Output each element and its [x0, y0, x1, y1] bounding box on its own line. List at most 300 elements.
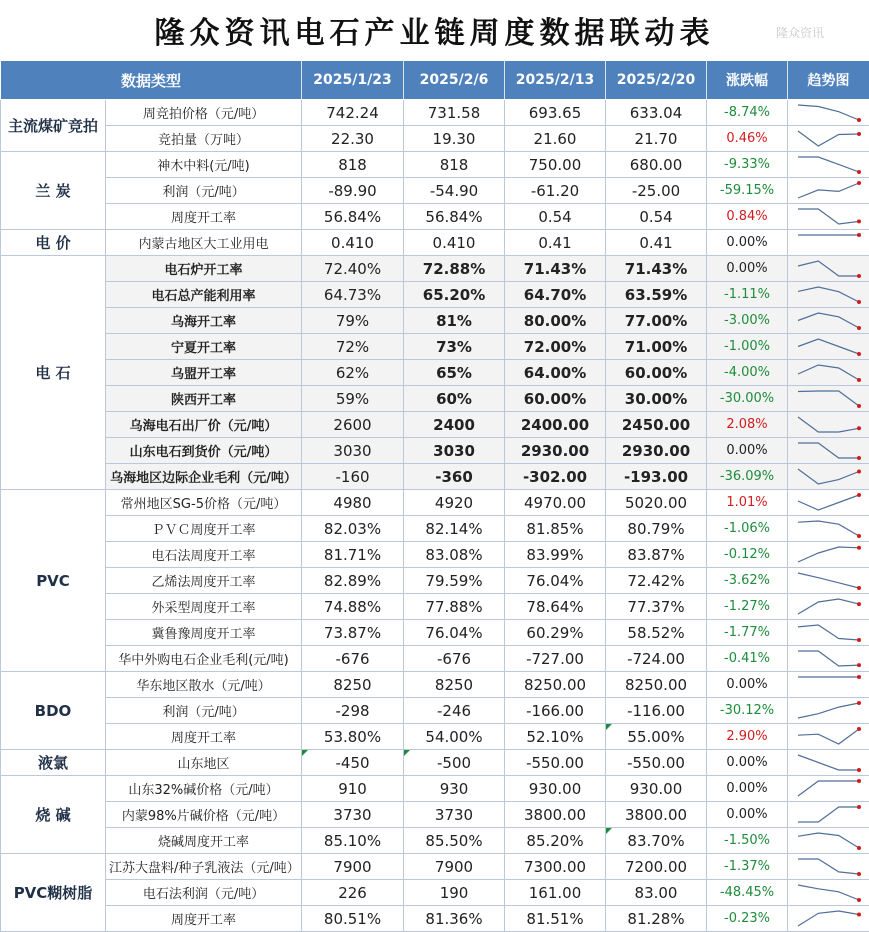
sparkline-chart	[788, 152, 869, 177]
item-label: 山东地区	[106, 750, 302, 776]
value-cell: -360	[404, 464, 505, 490]
table-row	[1, 282, 869, 308]
change-cell: -0.12%	[707, 542, 788, 568]
sparkline-cell	[788, 386, 869, 412]
value-cell: 190	[404, 880, 505, 906]
sparkline-line	[798, 911, 859, 926]
table-row	[1, 568, 869, 594]
value-cell: -302.00	[505, 464, 606, 490]
header-row	[1, 61, 869, 100]
value-cell: 0.41	[606, 230, 707, 256]
header-date-2: 2025/2/6	[404, 61, 505, 100]
value-cell: 79%	[302, 308, 404, 334]
sparkline-line	[798, 339, 859, 354]
sparkline-cell	[788, 360, 869, 386]
sparkline-last-point	[857, 638, 861, 642]
sparkline-line	[798, 781, 859, 796]
table-row	[1, 230, 869, 256]
sparkline-chart	[788, 386, 869, 411]
value-cell: 82.89%	[302, 568, 404, 594]
sparkline-line	[798, 573, 859, 588]
change-cell: 0.00%	[707, 776, 788, 802]
value-cell: 3030	[404, 438, 505, 464]
sparkline-cell	[788, 178, 869, 204]
item-label: 华中外购电石企业毛利(元/吨)	[106, 646, 302, 672]
change-cell: 1.01%	[707, 490, 788, 516]
item-label: 利润（元/吨）	[106, 178, 302, 204]
value-cell: 77.37%	[606, 594, 707, 620]
table-row	[1, 360, 869, 386]
change-cell: 0.00%	[707, 230, 788, 256]
sparkline-chart	[788, 750, 869, 775]
sparkline-last-point	[857, 352, 861, 356]
item-label: 江苏大盘料/种子乳液法（元/吨）	[106, 854, 302, 880]
item-label: 电石法利润（元/吨）	[106, 880, 302, 906]
value-cell: 930.00	[505, 776, 606, 802]
sparkline-last-point	[857, 219, 861, 223]
sparkline-line	[798, 443, 859, 458]
value-cell: 76.04%	[404, 620, 505, 646]
sparkline-chart	[788, 438, 869, 463]
sparkline-cell	[788, 516, 869, 542]
value-cell: -727.00	[505, 646, 606, 672]
sparkline-chart	[788, 490, 869, 515]
value-cell: 8250	[404, 672, 505, 698]
item-label: 内蒙98%片碱价格（元/吨）	[106, 802, 302, 828]
sparkline-chart	[788, 828, 869, 853]
value-cell: 2930.00	[505, 438, 606, 464]
header-date-4: 2025/2/20	[606, 61, 707, 100]
sparkline-cell	[788, 282, 869, 308]
table-row	[1, 698, 869, 724]
sparkline-chart	[788, 126, 869, 151]
item-label: 乌海开工率	[106, 308, 302, 334]
sparkline-chart	[788, 594, 869, 619]
value-cell: 83.87%	[606, 542, 707, 568]
sparkline-chart	[788, 178, 869, 203]
value-cell: 8250.00	[505, 672, 606, 698]
change-cell: -9.33%	[707, 152, 788, 178]
value-cell: 54.00%	[404, 724, 505, 750]
change-cell: 0.00%	[707, 438, 788, 464]
value-cell: 731.58	[404, 100, 505, 126]
sparkline-line	[798, 313, 859, 328]
sparkline-last-point	[857, 132, 861, 136]
watermark-logo: 隆众资讯	[776, 24, 824, 41]
value-cell: 3730	[302, 802, 404, 828]
sparkline-last-point	[857, 170, 861, 174]
sparkline-last-point	[857, 586, 861, 590]
header-trend: 趋势图	[788, 61, 869, 100]
sparkline-last-point	[857, 493, 861, 497]
sparkline-last-point	[857, 181, 861, 185]
value-cell: 3030	[302, 438, 404, 464]
value-cell: 7900	[302, 854, 404, 880]
item-label: 宁夏开工率	[106, 334, 302, 360]
category-cell: PVC糊树脂	[1, 854, 106, 932]
item-label: 周度开工率	[106, 204, 302, 230]
sparkline-line	[798, 729, 859, 744]
item-label: 常州地区SG-5价格（元/吨）	[106, 490, 302, 516]
value-cell: 82.03%	[302, 516, 404, 542]
value-cell: -724.00	[606, 646, 707, 672]
value-cell: 8250	[302, 672, 404, 698]
sparkline-last-point	[857, 326, 861, 330]
table-row	[1, 386, 869, 412]
item-label: 周度开工率	[106, 724, 302, 750]
value-cell: 72%	[302, 334, 404, 360]
sparkline-cell	[788, 490, 869, 516]
value-cell: 65.20%	[404, 282, 505, 308]
value-cell: -550.00	[606, 750, 707, 776]
item-label: 乌海电石出厂价（元/吨）	[106, 412, 302, 438]
value-cell: 21.60	[505, 126, 606, 152]
header-date-1: 2025/1/23	[302, 61, 404, 100]
change-cell: -1.27%	[707, 594, 788, 620]
table-row	[1, 152, 869, 178]
sparkline-line	[798, 807, 859, 822]
change-cell: -8.74%	[707, 100, 788, 126]
sparkline-line	[798, 755, 859, 770]
value-cell: 73%	[404, 334, 505, 360]
value-cell: 64.73%	[302, 282, 404, 308]
sparkline-last-point	[857, 233, 861, 237]
item-label: 利润（元/吨）	[106, 698, 302, 724]
sparkline-cell	[788, 906, 869, 932]
value-cell: -89.90	[302, 178, 404, 204]
value-cell: 4970.00	[505, 490, 606, 516]
sparkline-chart	[788, 360, 869, 385]
value-cell: 62%	[302, 360, 404, 386]
table-row	[1, 178, 869, 204]
table-row	[1, 126, 869, 152]
value-cell: 0.54	[606, 204, 707, 230]
change-cell: 0.00%	[707, 750, 788, 776]
item-label: 外采型周度开工率	[106, 594, 302, 620]
change-cell: 2.90%	[707, 724, 788, 750]
change-cell: 2.08%	[707, 412, 788, 438]
value-cell: 930.00	[606, 776, 707, 802]
sparkline-chart	[788, 672, 869, 697]
sparkline-cell	[788, 100, 869, 126]
sparkline-line	[798, 833, 859, 848]
table-row	[1, 776, 869, 802]
category-cell: 主流煤矿竞拍	[1, 100, 106, 152]
sparkline-line	[798, 469, 859, 484]
table-row	[1, 542, 869, 568]
value-cell: 72.88%	[404, 256, 505, 282]
change-cell: 0.00%	[707, 256, 788, 282]
sparkline-last-point	[857, 675, 861, 679]
sparkline-chart	[788, 620, 869, 645]
sparkline-cell	[788, 854, 869, 880]
change-cell: -1.11%	[707, 282, 788, 308]
item-label: 竞拍量（万吨）	[106, 126, 302, 152]
category-cell: 电 石	[1, 256, 106, 490]
value-cell: 818	[404, 152, 505, 178]
table-row	[1, 854, 869, 880]
value-cell: 64.00%	[505, 360, 606, 386]
sparkline-chart	[788, 776, 869, 801]
value-cell: 83.00	[606, 880, 707, 906]
value-cell: 76.04%	[505, 568, 606, 594]
sparkline-cell	[788, 828, 869, 854]
sparkline-cell	[788, 672, 869, 698]
value-cell: 83.08%	[404, 542, 505, 568]
item-label: 乙烯法周度开工率	[106, 568, 302, 594]
sparkline-last-point	[857, 912, 861, 916]
value-cell: 59%	[302, 386, 404, 412]
sparkline-line	[798, 261, 859, 276]
sparkline-chart	[788, 724, 869, 749]
value-cell: 2930.00	[606, 438, 707, 464]
table-row	[1, 412, 869, 438]
table-row	[1, 724, 869, 750]
sparkline-line	[798, 599, 859, 614]
sparkline-cell	[788, 438, 869, 464]
value-cell: 680.00	[606, 152, 707, 178]
sparkline-chart	[788, 854, 869, 879]
sparkline-cell	[788, 594, 869, 620]
value-cell: 85.10%	[302, 828, 404, 854]
value-cell: 79.59%	[404, 568, 505, 594]
value-cell: 19.30	[404, 126, 505, 152]
sparkline-chart	[788, 256, 869, 281]
sparkline-line	[798, 703, 859, 718]
sparkline-chart	[788, 516, 869, 541]
value-cell: 742.24	[302, 100, 404, 126]
sparkline-last-point	[857, 469, 861, 473]
table-row	[1, 334, 869, 360]
sparkline-chart	[788, 412, 869, 437]
change-cell: -59.15%	[707, 178, 788, 204]
table-row	[1, 308, 869, 334]
sparkline-chart	[788, 464, 869, 489]
value-cell: 85.20%	[505, 828, 606, 854]
value-cell: -550.00	[505, 750, 606, 776]
sparkline-last-point	[857, 118, 861, 122]
table-row	[1, 490, 869, 516]
value-cell: 71.00%	[606, 334, 707, 360]
sparkline-line	[798, 547, 859, 562]
table-row	[1, 672, 869, 698]
sparkline-last-point	[857, 779, 861, 783]
change-cell: -1.37%	[707, 854, 788, 880]
value-cell: 3730	[404, 802, 505, 828]
value-cell: 80.00%	[505, 308, 606, 334]
item-label: 乌盟开工率	[106, 360, 302, 386]
table-row	[1, 750, 869, 776]
value-cell: -500	[404, 750, 505, 776]
sparkline-cell	[788, 256, 869, 282]
sparkline-chart	[788, 906, 869, 931]
value-cell: 53.80%	[302, 724, 404, 750]
sparkline-line	[798, 365, 859, 380]
value-cell: 2600	[302, 412, 404, 438]
value-cell: 81.51%	[505, 906, 606, 932]
value-cell: 56.84%	[302, 204, 404, 230]
value-cell: 63.59%	[606, 282, 707, 308]
change-cell: -3.00%	[707, 308, 788, 334]
value-cell: 7200.00	[606, 854, 707, 880]
value-cell: 21.70	[606, 126, 707, 152]
sparkline-cell	[788, 308, 869, 334]
sparkline-chart	[788, 282, 869, 307]
sparkline-cell	[788, 802, 869, 828]
item-label: 电石总产能利用率	[106, 282, 302, 308]
value-cell: 81%	[404, 308, 505, 334]
sparkline-line	[798, 105, 859, 120]
value-cell: 78.64%	[505, 594, 606, 620]
table-row	[1, 620, 869, 646]
item-label: 周度开工率	[106, 906, 302, 932]
sparkline-cell	[788, 880, 869, 906]
item-label: 烧碱周度开工率	[106, 828, 302, 854]
value-cell: 55.00%	[606, 724, 707, 750]
item-label: 山东32%碱价格（元/吨）	[106, 776, 302, 802]
value-cell: 22.30	[302, 126, 404, 152]
change-cell: -30.12%	[707, 698, 788, 724]
value-cell: 81.28%	[606, 906, 707, 932]
value-cell: -246	[404, 698, 505, 724]
value-cell: 74.88%	[302, 594, 404, 620]
value-cell: -160	[302, 464, 404, 490]
value-cell: 81.36%	[404, 906, 505, 932]
value-cell: -54.90	[404, 178, 505, 204]
sparkline-cell	[788, 750, 869, 776]
sparkline-chart	[788, 880, 869, 905]
value-cell: 71.43%	[505, 256, 606, 282]
value-cell: 81.71%	[302, 542, 404, 568]
item-label: 华东地区散水（元/吨）	[106, 672, 302, 698]
sparkline-last-point	[857, 768, 861, 772]
header-date-3: 2025/2/13	[505, 61, 606, 100]
value-cell: 0.54	[505, 204, 606, 230]
value-cell: 0.410	[404, 230, 505, 256]
change-cell: -1.77%	[707, 620, 788, 646]
value-cell: 58.52%	[606, 620, 707, 646]
value-cell: 64.70%	[505, 282, 606, 308]
change-cell: -1.00%	[707, 334, 788, 360]
header-data-type: 数据类型	[1, 61, 302, 100]
change-cell: -4.00%	[707, 360, 788, 386]
change-cell: 0.84%	[707, 204, 788, 230]
item-label: 山东电石到货价（元/吨）	[106, 438, 302, 464]
value-cell: 85.50%	[404, 828, 505, 854]
value-cell: 161.00	[505, 880, 606, 906]
sparkline-cell	[788, 412, 869, 438]
category-cell: PVC	[1, 490, 106, 672]
sparkline-last-point	[857, 663, 861, 667]
sparkline-line	[798, 885, 859, 900]
table-row	[1, 880, 869, 906]
value-cell: -25.00	[606, 178, 707, 204]
value-cell: 72.42%	[606, 568, 707, 594]
sparkline-last-point	[857, 300, 861, 304]
change-cell: -1.50%	[707, 828, 788, 854]
sparkline-last-point	[857, 701, 861, 705]
table-row	[1, 100, 869, 126]
value-cell: 83.70%	[606, 828, 707, 854]
value-cell: 73.87%	[302, 620, 404, 646]
change-cell: -1.06%	[707, 516, 788, 542]
value-cell: 693.65	[505, 100, 606, 126]
sparkline-cell	[788, 568, 869, 594]
value-cell: 3800.00	[606, 802, 707, 828]
value-cell: 2450.00	[606, 412, 707, 438]
sparkline-line	[798, 859, 859, 874]
sparkline-line	[798, 287, 859, 302]
sparkline-cell	[788, 126, 869, 152]
value-cell: 60%	[404, 386, 505, 412]
value-cell: -298	[302, 698, 404, 724]
table-row	[1, 464, 869, 490]
sparkline-line	[798, 183, 859, 198]
value-cell: -193.00	[606, 464, 707, 490]
page-title: 隆众资讯电石产业链周度数据联动表	[155, 8, 715, 52]
value-cell: 7900	[404, 854, 505, 880]
category-cell: 兰 炭	[1, 152, 106, 230]
value-cell: 65%	[404, 360, 505, 386]
value-cell: 60.00%	[505, 386, 606, 412]
item-label: 乌海地区边际企业毛利（元/吨）	[106, 464, 302, 490]
sparkline-last-point	[857, 534, 861, 538]
sparkline-line	[798, 157, 859, 172]
table-row	[1, 516, 869, 542]
value-cell: 2400.00	[505, 412, 606, 438]
value-cell: 81.85%	[505, 516, 606, 542]
change-cell: -30.00%	[707, 386, 788, 412]
sparkline-line	[798, 495, 859, 510]
value-cell: -166.00	[505, 698, 606, 724]
sparkline-cell	[788, 152, 869, 178]
sparkline-line	[798, 625, 859, 640]
table-row	[1, 802, 869, 828]
sparkline-last-point	[857, 546, 861, 550]
value-cell: 30.00%	[606, 386, 707, 412]
value-cell: 8250.00	[606, 672, 707, 698]
sparkline-chart	[788, 308, 869, 333]
change-cell: -0.41%	[707, 646, 788, 672]
sparkline-line	[798, 417, 859, 432]
change-cell: -48.45%	[707, 880, 788, 906]
sparkline-cell	[788, 776, 869, 802]
item-label: 周竞拍价格（元/吨）	[106, 100, 302, 126]
sparkline-cell	[788, 230, 869, 256]
value-cell: 0.41	[505, 230, 606, 256]
value-cell: 633.04	[606, 100, 707, 126]
value-cell: 52.10%	[505, 724, 606, 750]
sparkline-last-point	[857, 805, 861, 809]
sparkline-chart	[788, 646, 869, 671]
value-cell: 7300.00	[505, 854, 606, 880]
table-row	[1, 906, 869, 932]
category-cell: 烧 碱	[1, 776, 106, 854]
sparkline-chart	[788, 334, 869, 359]
sparkline-chart	[788, 204, 869, 229]
value-cell: -450	[302, 750, 404, 776]
category-cell: BDO	[1, 672, 106, 750]
sparkline-chart	[788, 698, 869, 723]
sparkline-last-point	[857, 404, 861, 408]
change-cell: -36.09%	[707, 464, 788, 490]
value-cell: 930	[404, 776, 505, 802]
sparkline-chart	[788, 568, 869, 593]
value-cell: 226	[302, 880, 404, 906]
item-label: 冀鲁豫周度开工率	[106, 620, 302, 646]
value-cell: -116.00	[606, 698, 707, 724]
value-cell: 818	[302, 152, 404, 178]
